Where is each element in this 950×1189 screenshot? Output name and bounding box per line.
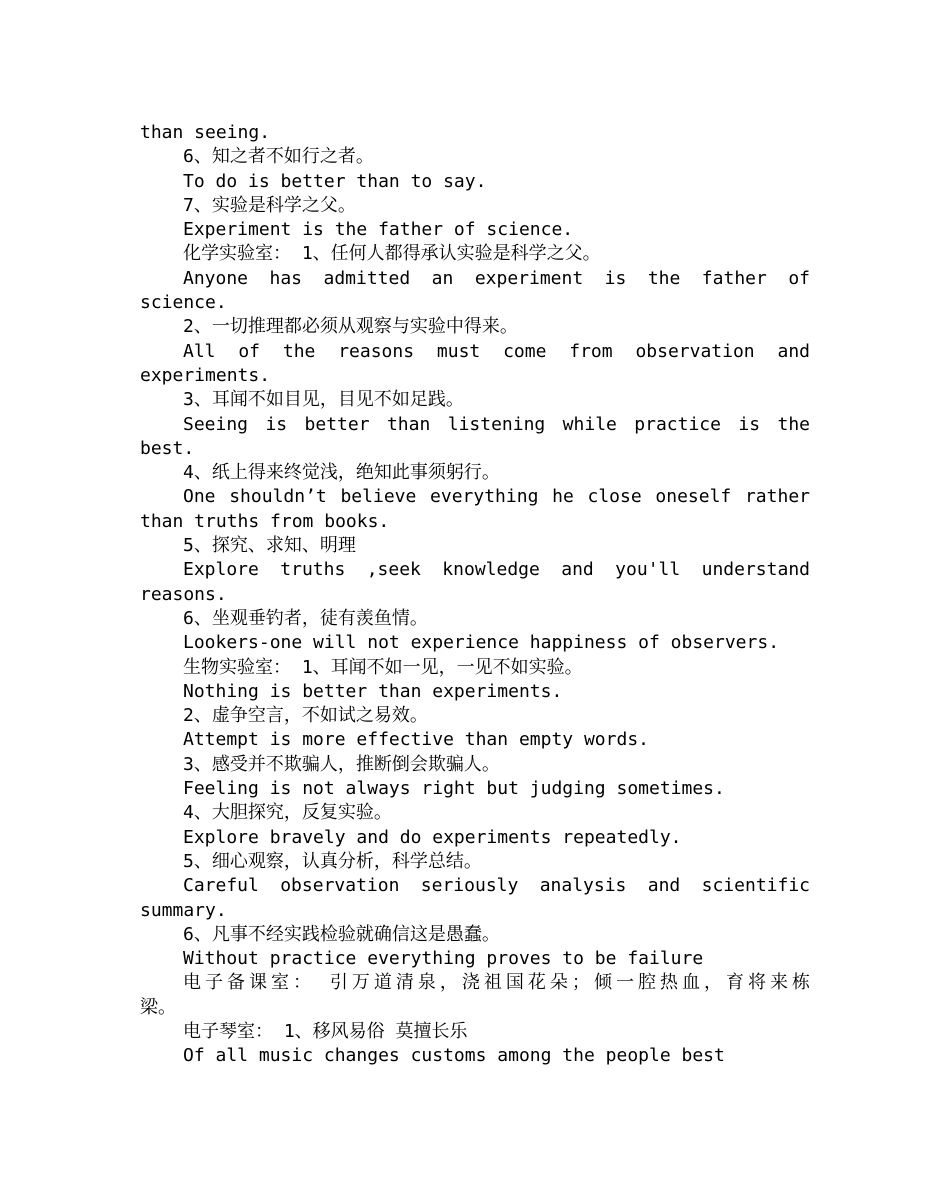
text-line: reasons. xyxy=(140,583,227,605)
text-line: 2、一切推理都必须从观察与实验中得来。 xyxy=(183,316,518,338)
text-line: 7、实验是科学之父。 xyxy=(183,194,356,216)
text-line: Nothing is better than experiments. xyxy=(183,680,563,702)
text-line: 5、细心观察，认真分析，科学总结。 xyxy=(183,850,482,872)
text-line: Careful observation seriously analysis and scientific xyxy=(183,875,810,897)
text-line: One shouldn’t believe everything he close oneself rather xyxy=(183,486,810,508)
text-line: 5、探究、求知、明理 xyxy=(183,535,356,557)
text-line: All of the reasons must come from observation and xyxy=(183,340,810,362)
text-line: 6、坐观垂钓者，徒有羡鱼情。 xyxy=(183,607,428,629)
text-line: Without practice everything proves to be failure xyxy=(183,948,704,970)
text-line: Explore truths ,seek knowledge and you'll understand xyxy=(183,559,810,581)
text-line: 化学实验室： 1、任何人都得承认实验是科学之父。 xyxy=(183,243,601,265)
text-line: 2、虚争空言，不如试之易效。 xyxy=(183,705,428,727)
text-line: 6、知之者不如行之者。 xyxy=(183,146,374,168)
text-line: 3、耳闻不如目见，目见不如足践。 xyxy=(183,389,464,411)
text-line: Anyone has admitted an experiment is the father of xyxy=(183,267,810,289)
text-line: Attempt is more effective than empty words. xyxy=(183,729,649,751)
text-line: Seeing is better than listening while practice is the xyxy=(183,413,810,435)
text-line: Feeling is not always right but judging sometimes. xyxy=(183,778,725,800)
text-line: 6、凡事不经实践检验就确信这是愚蠢。 xyxy=(183,923,500,945)
text-line: 生物实验室： 1、耳闻不如一见，一见不如实验。 xyxy=(183,656,583,678)
text-line: 4、纸上得来终觉浅，绝知此事须躬行。 xyxy=(183,462,500,484)
text-line: To do is better than to say. xyxy=(183,170,487,192)
text-line: summary. xyxy=(140,899,227,921)
text-line: Of all music changes customs among the people best xyxy=(183,1045,725,1067)
text-line: 4、大胆探究，反复实验。 xyxy=(183,802,392,824)
text-line: 电子备课室： 引万道清泉，浇祖国花朵；倾一腔热血，育将来栋 xyxy=(183,972,810,994)
text-line: Lookers-one will not experience happiness of observers. xyxy=(183,632,780,654)
text-line: than seeing. xyxy=(140,122,271,143)
text-line: 电子琴室： 1、移风易俗 莫擅长乐 xyxy=(183,1020,468,1042)
text-line: best. xyxy=(140,437,195,459)
text-line: science. xyxy=(140,292,227,314)
text-line: than truths from books. xyxy=(140,510,390,532)
text-line: Explore bravely and do experiments repeatedly. xyxy=(183,826,682,848)
text-line: experiments. xyxy=(140,364,271,386)
text-line: Experiment is the father of science. xyxy=(183,219,574,241)
text-line: 梁。 xyxy=(140,996,176,1018)
text-line: 3、感受并不欺骗人，推断倒会欺骗人。 xyxy=(183,753,500,775)
document-body xyxy=(140,121,810,1069)
